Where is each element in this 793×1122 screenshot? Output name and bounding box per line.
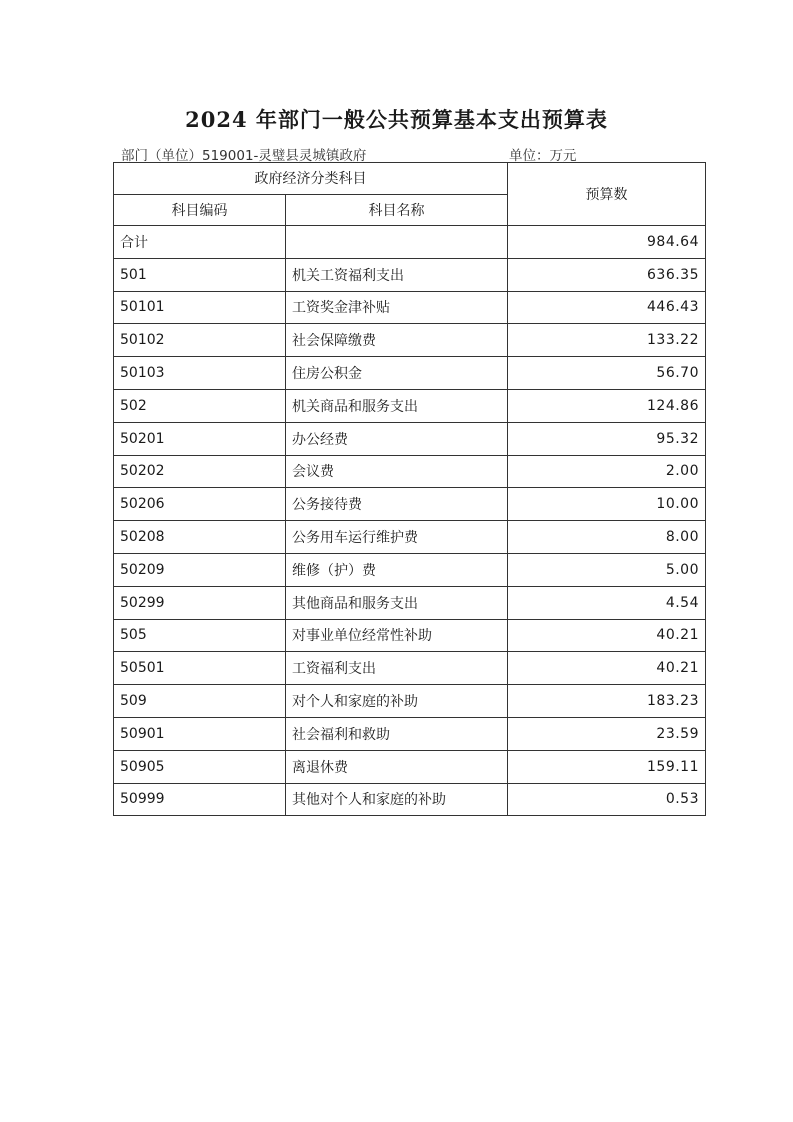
budget-amount-cell: 8.00	[508, 521, 706, 554]
budget-amount-cell: 984.64	[508, 226, 706, 259]
budget-amount-cell: 636.35	[508, 258, 706, 291]
table-row	[114, 619, 706, 652]
table-row	[114, 553, 706, 586]
table-row	[114, 226, 706, 259]
subject-name-cell: 公务用车运行维护费	[286, 521, 508, 554]
table-row	[114, 750, 706, 783]
subject-name-cell: 其他对个人和家庭的补助	[286, 783, 508, 816]
budget-amount-cell: 56.70	[508, 357, 706, 390]
subject-name-cell: 对事业单位经常性补助	[286, 619, 508, 652]
subject-code-cell: 50208	[114, 521, 286, 554]
table-row	[114, 717, 706, 750]
table-row	[114, 488, 706, 521]
subject-code-cell: 505	[114, 619, 286, 652]
department-label: 部门（单位）519001-灵璧县灵城镇政府	[121, 148, 367, 164]
budget-amount-cell: 2.00	[508, 455, 706, 488]
table-row	[114, 685, 706, 718]
subject-code-cell: 509	[114, 685, 286, 718]
table-row	[114, 783, 706, 816]
budget-amount-cell: 133.22	[508, 324, 706, 357]
subject-name-cell: 公务接待费	[286, 488, 508, 521]
header-subject-name: 科目名称	[286, 194, 508, 226]
subject-name-cell: 机关工资福利支出	[286, 258, 508, 291]
budget-amount-cell: 446.43	[508, 291, 706, 324]
subject-name-cell: 住房公积金	[286, 357, 508, 390]
budget-amount-cell: 124.86	[508, 389, 706, 422]
budget-amount-cell: 10.00	[508, 488, 706, 521]
subject-name-cell: 其他商品和服务支出	[286, 586, 508, 619]
budget-amount-cell: 4.54	[508, 586, 706, 619]
subject-code-cell: 50209	[114, 553, 286, 586]
subject-code-cell: 502	[114, 389, 286, 422]
subject-name-cell: 社会福利和救助	[286, 717, 508, 750]
subject-code-cell: 50206	[114, 488, 286, 521]
subject-code-cell: 50201	[114, 422, 286, 455]
unit-label: 单位：万元	[509, 148, 577, 164]
subject-name-cell: 工资福利支出	[286, 652, 508, 685]
subject-code-cell: 50202	[114, 455, 286, 488]
subject-name-cell: 工资奖金津补贴	[286, 291, 508, 324]
budget-amount-cell: 95.32	[508, 422, 706, 455]
subject-name-cell: 会议费	[286, 455, 508, 488]
subject-name-cell: 对个人和家庭的补助	[286, 685, 508, 718]
budget-amount-cell: 159.11	[508, 750, 706, 783]
header-row-group	[114, 163, 706, 195]
subject-code-cell: 50905	[114, 750, 286, 783]
table-row	[114, 521, 706, 554]
table-row	[114, 389, 706, 422]
subject-name-cell: 办公经费	[286, 422, 508, 455]
budget-amount-cell: 40.21	[508, 619, 706, 652]
header-budget-amount: 预算数	[508, 163, 706, 226]
budget-amount-cell: 183.23	[508, 685, 706, 718]
subject-code-cell: 50999	[114, 783, 286, 816]
subject-name-cell: 维修（护）费	[286, 553, 508, 586]
table-row	[114, 652, 706, 685]
table-row	[114, 422, 706, 455]
subject-code-cell: 50101	[114, 291, 286, 324]
subject-code-cell: 50501	[114, 652, 286, 685]
table-row	[114, 357, 706, 390]
subject-name-cell: 离退休费	[286, 750, 508, 783]
table-row	[114, 324, 706, 357]
table-row	[114, 258, 706, 291]
subject-code-cell: 50102	[114, 324, 286, 357]
subject-code-cell: 50299	[114, 586, 286, 619]
subject-name-cell: 机关商品和服务支出	[286, 389, 508, 422]
budget-amount-cell: 40.21	[508, 652, 706, 685]
subject-name-cell: 社会保障缴费	[286, 324, 508, 357]
header-subject-code: 科目编码	[114, 194, 286, 226]
subject-code-cell: 501	[114, 258, 286, 291]
budget-table	[113, 162, 706, 816]
subject-code-cell: 合计	[114, 226, 286, 259]
header-economic-classification: 政府经济分类科目	[114, 163, 508, 195]
budget-amount-cell: 0.53	[508, 783, 706, 816]
budget-amount-cell: 23.59	[508, 717, 706, 750]
table-body	[114, 226, 706, 816]
table-header	[114, 163, 706, 226]
table-row	[114, 455, 706, 488]
budget-amount-cell: 5.00	[508, 553, 706, 586]
table-row	[114, 291, 706, 324]
subject-code-cell: 50103	[114, 357, 286, 390]
table-row	[114, 586, 706, 619]
subject-code-cell: 50901	[114, 717, 286, 750]
page-title: 2024 年部门一般公共预算基本支出预算表	[185, 107, 608, 132]
subject-name-cell	[286, 226, 508, 259]
